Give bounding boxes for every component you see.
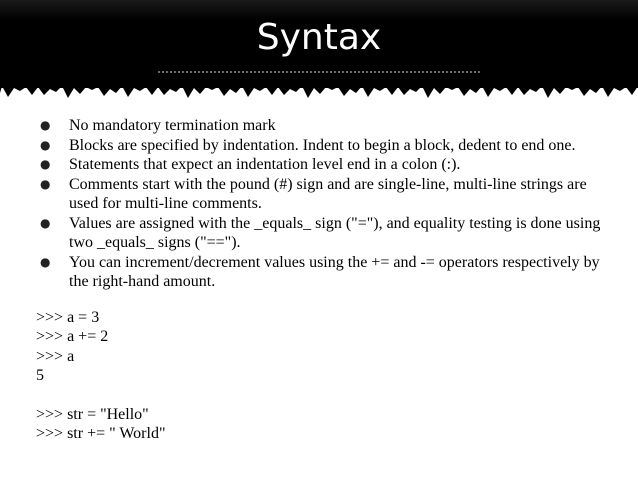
code-line: >>> a += 2 [36,328,109,345]
bullet-text: You can increment/decrement values using the += and -= operators respectively by the right-hand amount. [69,253,600,290]
bullet-dot-icon: ● [40,254,51,269]
slide-header [0,0,638,88]
bullet-item [0,136,638,156]
code-line: >>> str = "Hello" [36,405,149,423]
code-output: 5 [36,367,44,384]
bullet-item [0,214,638,253]
bullet-text: Values are assigned with the _equals_ sign ("="), and equality testing is done using two _equals_ signs ("=="). [69,214,601,251]
bullet-dot-icon: ● [40,176,51,191]
bullet-list [0,116,638,292]
code-example-increment [0,308,638,386]
bullet-dot-icon: ● [40,137,51,152]
bullet-item [0,116,638,136]
bullet-dot-icon: ● [40,215,51,230]
code-line: >>> a = 3 [36,308,100,326]
bullet-dot-icon: ● [40,157,51,171]
bullet-item [0,155,638,175]
bullet-text: Statements that expect an indentation level end in a colon (:). [69,156,461,173]
bullet-text: No mandatory termination mark [69,117,276,134]
bullet-text: Comments start with the pound (#) sign and are single-line, multi-line strings are used for multi-line comments. [69,175,587,212]
bullet-item [0,253,638,292]
bullet-dot-icon: ● [40,118,51,132]
slide-title: Syntax [256,17,382,58]
title-dotted-underline [158,71,480,73]
code-example-string [0,405,638,444]
code-line: >>> a [36,347,75,365]
code-line: >>> str += " World" [36,425,166,442]
slide-body [0,116,638,444]
bullet-item [0,175,638,214]
header-jagged-edge [0,86,638,98]
bullet-text: Blocks are specified by indentation. Indent to begin a block, dedent to end one. [69,136,576,154]
